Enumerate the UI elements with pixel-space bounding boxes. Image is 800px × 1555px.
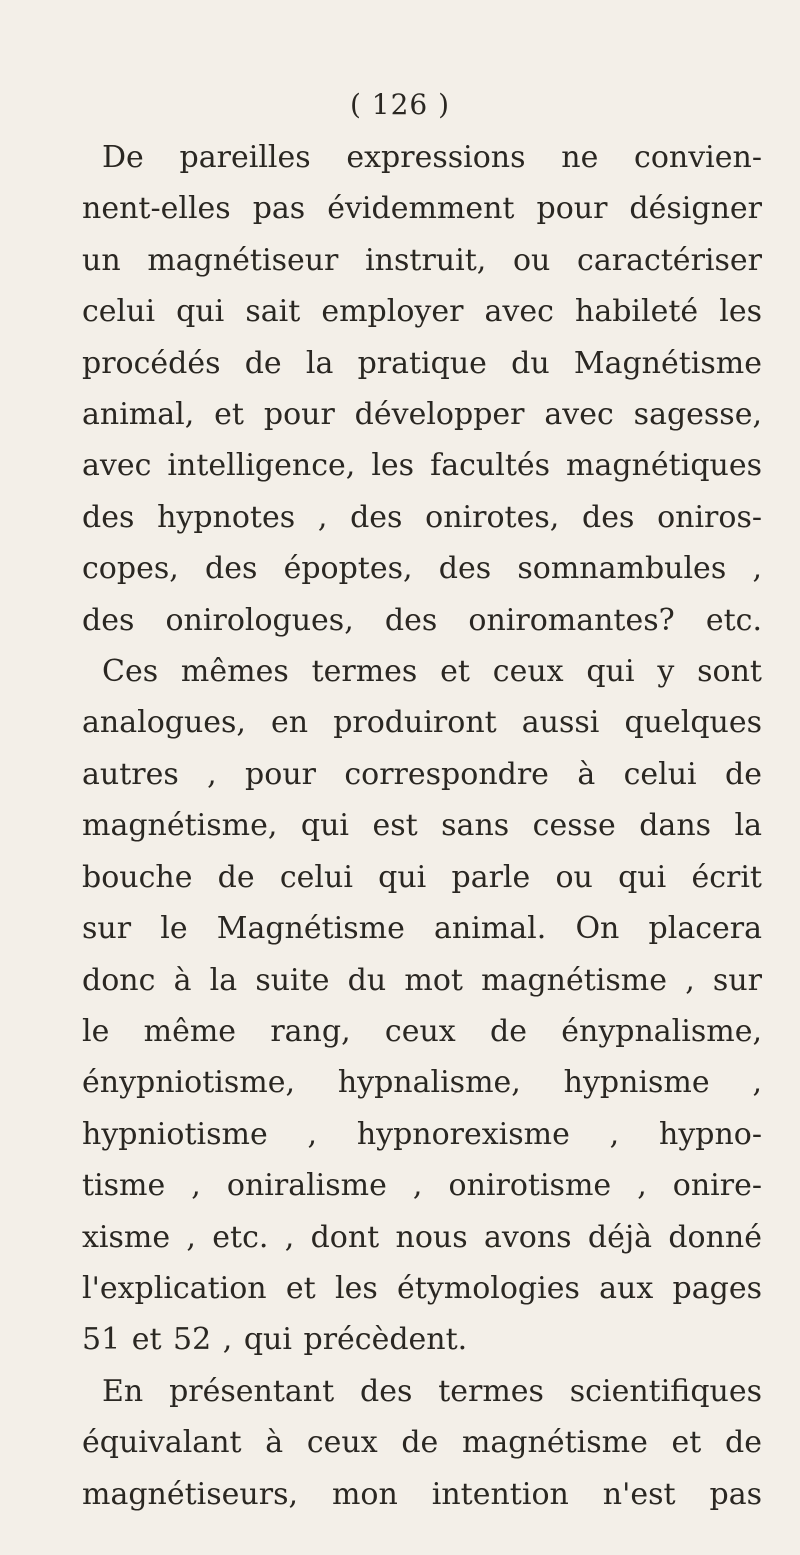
text-line: hypniotisme , hypnorexisme , hypno- [82,1116,762,1152]
text-line: avec intelligence, les facultés magnétiques [82,448,762,484]
text-line: équivalant à ceux de magnétisme et de [82,1425,762,1461]
text-line: magnétisme, qui est sans cesse dans la [82,808,762,844]
text-line: 51 et 52 , qui précèdent. [82,1322,468,1358]
text-line: animal, et pour développer avec sagesse, [82,397,762,433]
text-line: nent-elles pas évidemment pour désigner [82,191,762,227]
text-line: procédés de la pratique du Magnétisme [82,345,762,381]
text-line: celui qui sait employer avec habileté les [82,294,762,330]
text-line: analogues, en produiront aussi quelques [82,705,762,741]
text-line: donc à la suite du mot magnétisme , sur [82,962,762,998]
text-line: sur le Magnétisme animal. On placera [82,911,762,947]
text-line: tisme , oniralisme , onirotisme , onire- [82,1168,762,1204]
text-line: un magnétiseur instruit, ou caractériser [82,242,762,278]
text-line: énypniotisme, hypnalisme, hypnisme , [82,1065,762,1101]
body-text [82,132,762,1520]
text-line: des onirologues, des oniromantes? etc. [82,602,762,638]
text-line: le même rang, ceux de énypnalisme, [82,1013,762,1049]
page-number: ( 126 ) [349,88,451,121]
text-line: l'explication et les étymologies aux pages [82,1270,762,1306]
text-line: En présentant des termes scientifiques [102,1373,762,1409]
text-line: autres , pour correspondre à celui de [82,756,762,792]
text-line: De pareilles expressions ne convien- [102,140,762,175]
text-line: bouche de celui qui parle ou qui écrit [82,859,762,895]
text-line: magnétiseurs, mon intention n'est pas [82,1476,762,1512]
text-line: Ces mêmes termes et ceux qui y sont [102,654,762,690]
text-line: copes, des époptes, des somnambules , [82,551,762,587]
text-line: xisme , etc. , dont nous avons déjà donné [82,1219,762,1255]
text-line: des hypnotes , des onirotes, des oniros- [82,499,762,535]
